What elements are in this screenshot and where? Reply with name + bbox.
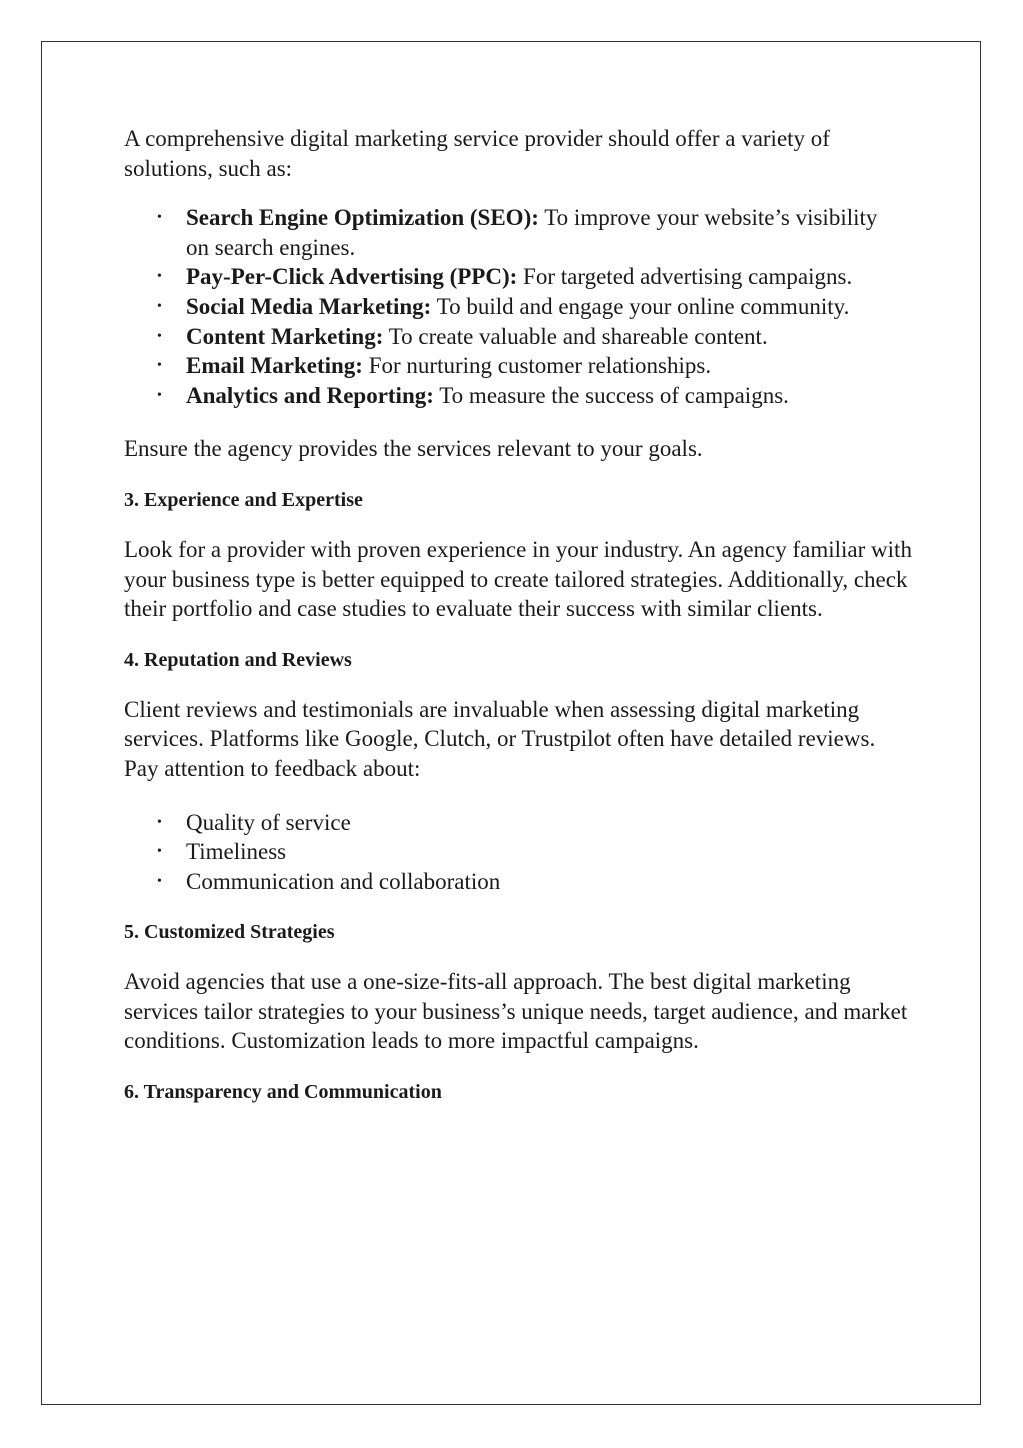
service-title: Search Engine Optimization (SEO): — [186, 205, 539, 231]
bullet-icon: • — [157, 328, 162, 344]
list-item — [157, 322, 886, 352]
list-item — [157, 808, 914, 838]
service-desc: To create valuable and shareable content. — [383, 323, 768, 349]
services-list — [124, 203, 886, 410]
bullet-icon: • — [157, 873, 162, 889]
service-title: Content Marketing: — [186, 323, 384, 349]
section4-body: Client reviews and testimonials are invaluable when assessing digital marketing services. Platforms like Google, Clutch, or Trustpilot often have detailed reviews. Pay attention to feedback about: — [124, 696, 876, 781]
service-title: Social Media Marketing: — [186, 293, 432, 319]
list-item — [157, 381, 886, 411]
feedback-list — [124, 808, 914, 897]
services-note: Ensure the agency provides the services relevant to your goals. — [124, 436, 703, 462]
section3-body: Look for a provider with proven experience in your industry. An agency familiar with your business type is better equipped to create tailored strategies. Additionally, check their portfolio and case studies to evaluate their success with similar clients. — [124, 536, 912, 622]
service-title: Pay-Per-Click Advertising (PPC): — [186, 264, 518, 290]
service-desc: To improve your website’s visibility on search engines. — [186, 205, 878, 260]
bullet-icon: • — [157, 814, 162, 830]
section4-heading: 4. Reputation and Reviews — [124, 648, 352, 671]
bullet-icon: • — [157, 298, 162, 314]
list-item — [157, 262, 886, 292]
feedback-item: Quality of service — [186, 809, 351, 835]
service-desc: For nurturing customer relationships. — [362, 353, 712, 379]
service-desc: To measure the success of campaigns. — [433, 382, 789, 408]
bullet-icon: • — [157, 269, 162, 285]
bullet-icon: • — [157, 210, 162, 226]
section5-body: Avoid agencies that use a one-size-fits-all approach. The best digital marketing services tailor strategies to your business’s unique needs, target audience, and market conditions. Customization leads to more impactful campaigns. — [124, 969, 908, 1054]
bullet-icon: • — [157, 844, 162, 860]
list-item — [157, 203, 886, 262]
service-title: Email Marketing: — [186, 353, 363, 379]
feedback-item: Timeliness — [186, 839, 287, 865]
section6-heading: 6. Transparency and Communication — [124, 1081, 442, 1104]
intro-paragraph: A comprehensive digital marketing service provider should offer a variety of solutions, such as: — [124, 126, 830, 181]
list-item — [157, 292, 886, 322]
section5-heading: 5. Customized Strategies — [124, 921, 335, 944]
document-content — [124, 124, 914, 1105]
service-desc: To build and engage your online community. — [431, 293, 850, 319]
list-item — [157, 351, 886, 381]
bullet-icon: • — [157, 387, 162, 403]
list-item — [157, 867, 914, 897]
service-desc: For targeted advertising campaigns. — [517, 264, 853, 290]
feedback-item: Communication and collaboration — [186, 868, 501, 894]
bullet-icon: • — [157, 358, 162, 374]
list-item — [157, 837, 914, 867]
section3-heading: 3. Experience and Expertise — [124, 488, 363, 511]
service-title: Analytics and Reporting: — [186, 382, 434, 408]
